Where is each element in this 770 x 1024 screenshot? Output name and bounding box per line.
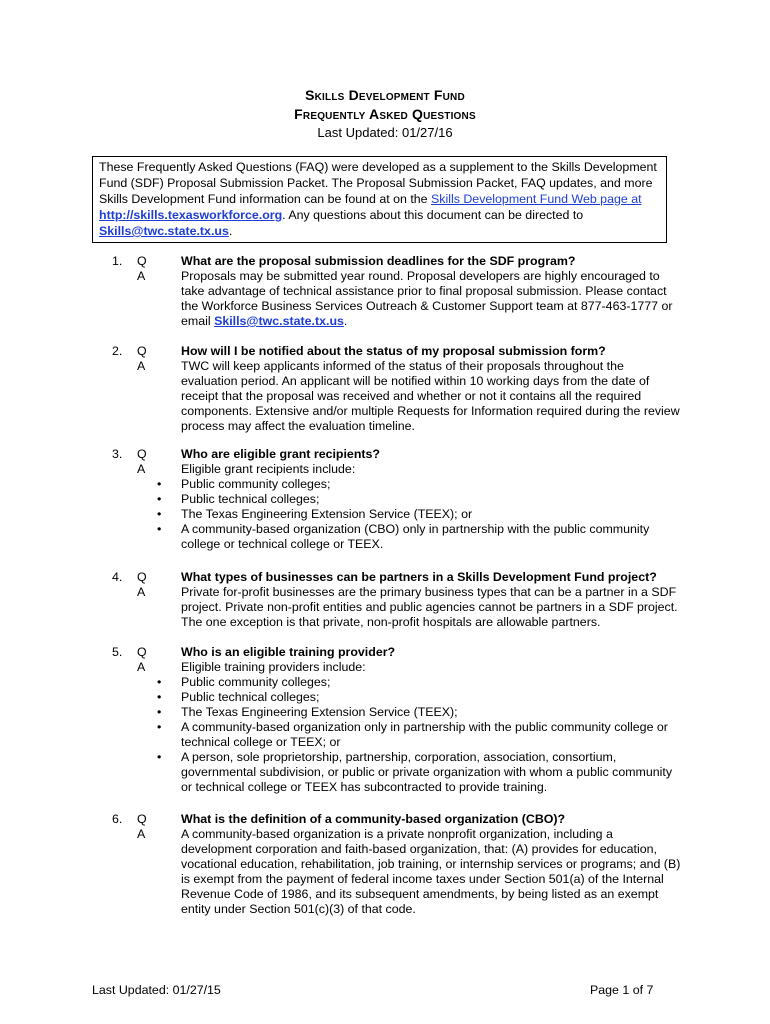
footer-last-updated: Last Updated: 01/27/15 bbox=[92, 983, 221, 997]
faq-question: What is the definition of a community-based organization (CBO)? bbox=[181, 812, 566, 826]
list-item-text: A person, sole proprietorship, partnership, corporation, association, consortium, governmental subdivision, or public or private organization with whom a public community or technical college or TEEX has subcontracted to provide training. bbox=[181, 750, 673, 794]
faq-question: What are the proposal submission deadlines for the SDF program? bbox=[181, 254, 576, 268]
email-link[interactable]: Skills@twc.state.tx.us bbox=[214, 314, 344, 328]
list-item-text: The Texas Engineering Extension Service (TEEX); or bbox=[181, 507, 473, 521]
last-updated: Last Updated: 01/27/16 bbox=[317, 125, 453, 140]
intro-box bbox=[92, 156, 667, 243]
list-item bbox=[157, 477, 683, 492]
a-label: A bbox=[137, 660, 146, 674]
a-label: A bbox=[137, 827, 146, 841]
answer-period: . bbox=[343, 314, 348, 328]
q-label: Q bbox=[137, 645, 147, 659]
q-label: Q bbox=[137, 447, 147, 461]
answer-intro: Eligible training providers include: bbox=[181, 660, 366, 674]
list-item bbox=[157, 720, 683, 750]
a-label: A bbox=[137, 585, 146, 599]
faq-question: Who is an eligible training provider? bbox=[181, 645, 396, 659]
bullet-icon: • bbox=[157, 750, 162, 764]
intro-period: . bbox=[228, 224, 233, 238]
bullet-icon: • bbox=[157, 690, 162, 704]
faq-answer bbox=[181, 269, 683, 329]
list-item-text: Public technical colleges; bbox=[181, 492, 320, 506]
faq-number: 2. bbox=[112, 344, 123, 358]
list-item-text: Public technical colleges; bbox=[181, 690, 320, 704]
list-item-text: Public community colleges; bbox=[181, 477, 331, 491]
list-item-text: A community-based organization (CBO) only in partnership with the public community college or technical college or TEEX. bbox=[181, 522, 650, 551]
page-title: Skills Development Fund bbox=[305, 87, 465, 103]
bullet-icon: • bbox=[157, 492, 162, 506]
sdf-url-link[interactable]: http://skills.texasworkforce.org bbox=[99, 208, 283, 222]
faq-question: How will I be notified about the status of my proposal submission form? bbox=[181, 344, 606, 358]
faq-answer bbox=[157, 660, 683, 795]
list-item-text: Public community colleges; bbox=[181, 675, 331, 689]
q-label: Q bbox=[137, 254, 147, 268]
faq-number: 4. bbox=[112, 570, 123, 584]
list-item bbox=[157, 705, 683, 720]
page-number: Page 1 of 7 bbox=[590, 983, 654, 997]
q-label: Q bbox=[137, 570, 147, 584]
a-label: A bbox=[137, 359, 146, 373]
email-link[interactable]: Skills@twc.state.tx.us bbox=[99, 224, 229, 238]
faq-answer: TWC will keep applicants informed of the status of their proposals throughout the evaluation period. An applicant will be notified within 10 working days from the date of receipt that the proposal was received and whether or not it contains all the required components. Extensive and/or multiple Requests for Information required during the review process may affect the evaluation timeline. bbox=[181, 359, 680, 433]
list-item-text: The Texas Engineering Extension Service (TEEX); bbox=[181, 705, 458, 719]
list-item bbox=[157, 690, 683, 705]
faq-number: 5. bbox=[112, 645, 123, 659]
faq-number: 3. bbox=[112, 447, 123, 461]
faq-answer: A community-based organization is a private nonprofit organization, including a development corporation and faith-based organization, that: (A) provides for education, vocational education, rehabilitation, job training, or internship services or programs; and (B) is exempt from the payment of federal income taxes under Section 501(a) of the Internal Revenue Code of 1986, and its subsequent amendments, by being listed as an exempt entity under Section 501(c)(3) of that code. bbox=[181, 827, 681, 916]
q-label: Q bbox=[137, 344, 147, 358]
q-label: Q bbox=[137, 812, 147, 826]
a-label: A bbox=[137, 269, 146, 283]
answer-text: Proposals may be submitted year round. Proposal developers are highly encouraged to take advantage of technical assistance prior to final proposal submission. Please contact the Workforce Business Services Outreach & Customer Support team at 877-463-1777 or email bbox=[181, 269, 673, 328]
faq-answer bbox=[157, 462, 683, 552]
list-item bbox=[157, 507, 683, 522]
bullet-icon: • bbox=[157, 507, 162, 521]
list-item bbox=[157, 675, 683, 690]
faq-answer: Private for-profit businesses are the primary business types that can be a partner in a SDF project. Private non-profit entities and public agencies cannot be partners in a SDF project. The one exception is that private, non-profit hospitals are allowable partners. bbox=[181, 585, 678, 629]
bullet-icon: • bbox=[157, 477, 162, 491]
list-item bbox=[157, 750, 683, 795]
bullet-icon: • bbox=[157, 705, 162, 719]
a-label: A bbox=[137, 462, 146, 476]
page-subtitle: Frequently Asked Questions bbox=[294, 106, 476, 122]
intro-text-2: . Any questions about this document can be directed to bbox=[282, 208, 584, 222]
faq-number: 6. bbox=[112, 812, 123, 826]
faq-question: Who are eligible grant recipients? bbox=[181, 447, 380, 461]
answer-intro: Eligible grant recipients include: bbox=[181, 462, 356, 476]
bullet-icon: • bbox=[157, 675, 162, 689]
intro-text: These Frequently Asked Questions (FAQ) were developed as a supplement to the Skills Development Fund (SDF) Proposal Submission Packet. The Proposal Submission Packet, FAQ updates, and more Skills Development Fund information can be found at on the bbox=[99, 160, 657, 206]
sdf-web-page-link[interactable]: Skills Development Fund Web page at bbox=[431, 192, 642, 206]
bullet-icon: • bbox=[157, 522, 162, 536]
list-item bbox=[157, 522, 683, 552]
bullet-icon: • bbox=[157, 720, 162, 734]
list-item-text: A community-based organization only in partnership with the public community college or technical college or TEEX; or bbox=[181, 720, 668, 749]
faq-question: What types of businesses can be partners in a Skills Development Fund project? bbox=[181, 570, 657, 584]
faq-number: 1. bbox=[112, 254, 123, 268]
list-item bbox=[157, 492, 683, 507]
